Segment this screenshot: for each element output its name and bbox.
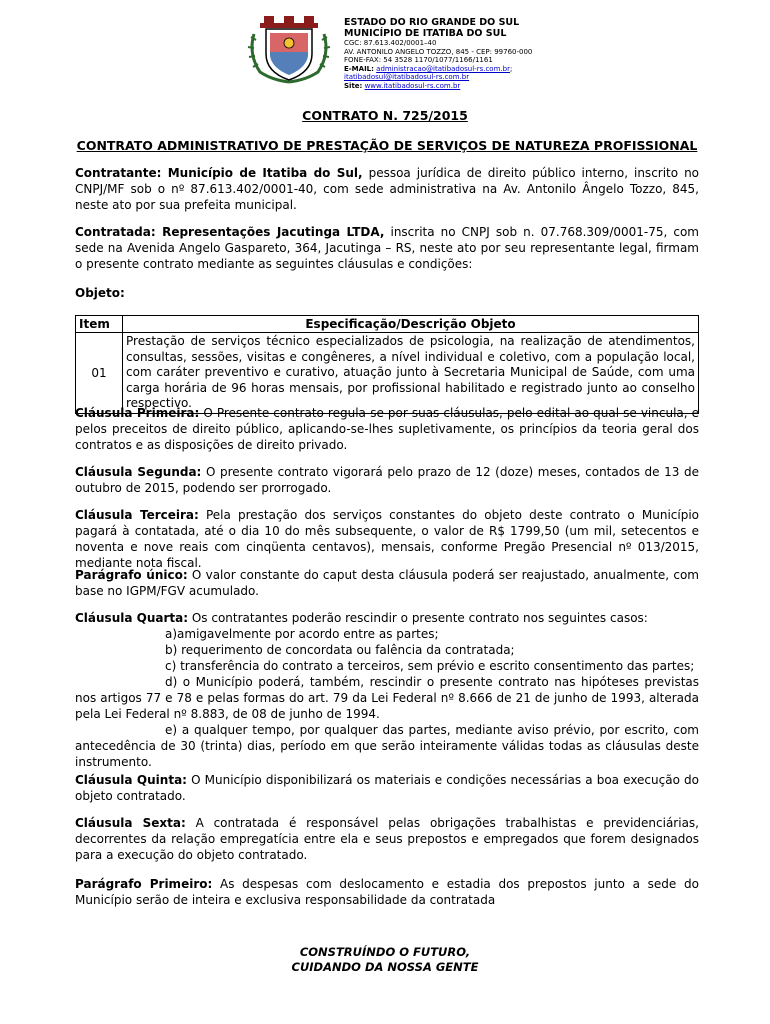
site-link[interactable]: www.itatibadosul-rs.com.br: [364, 81, 461, 90]
clausula-quinta-label: Cláusula Quinta:: [75, 773, 187, 787]
object-table: [75, 315, 699, 414]
clausula-quarta-item-a: a)amigavelmente por acordo entre as partes;: [165, 627, 439, 641]
table-cell-description: Prestação de serviços técnico especializados de psicologia, na realização de atendimentos, consultas, sessões, visitas e congêneres, a nível individual e coletivo, com a população local, com caráter preventivo e curativo, atuação junto à Secretaria Municipal de Saúde, com uma carga horária de 96 horas mensais, por profissional habilitado e registrado junto ao conselho respectivo.: [123, 333, 699, 414]
contratante-paragraph: [75, 165, 699, 213]
contract-number: CONTRATO N. 725/2015: [302, 108, 468, 123]
email-link-2[interactable]: itatibadosul@itatibadosul-rs.com.br: [344, 73, 470, 82]
contratante-label: Contratante: Município de Itatiba do Sul,: [75, 166, 363, 180]
clausula-quinta-text: O Município disponibilizará os materiais e condições necessárias a boa execução do objeto contratado.: [75, 773, 699, 803]
municipal-crest-icon: [246, 14, 332, 84]
email-link-1[interactable]: administracao@itatibadosul-rs.com.br: [376, 64, 510, 73]
paragrafo-unico: [75, 567, 699, 599]
email-separator: ;: [509, 64, 513, 73]
contract-title: CONTRATO ADMINISTRATIVO DE PRESTAÇÃO DE SERVIÇOS DE NATUREZA PROFISSIONAL: [76, 138, 698, 153]
clausula-quarta-text: Os contratantes poderão rescindir o presente contrato nos seguintes casos:: [188, 611, 648, 625]
address-line: AV. ANTONILO ANGELO TOZZO, 845 - CEP: 99760-000: [344, 47, 533, 56]
table-row: [76, 333, 699, 414]
contratante-text: pessoa jurídica de direito público interno, inscrito no CNPJ/MF sob o nº 87.613.402/0001-40, com sede administrativa na Av. Antonilo Ângelo Tozzo, 845, neste ato por sua prefeita municipal.: [75, 166, 700, 212]
footer-slogan: [0, 945, 770, 975]
paragrafo-unico-label: Parágrafo único:: [75, 568, 188, 582]
paragrafo-primeiro-text: As despesas com deslocamento e estadia dos prepostos junto a sede do Município serão de inteira e exclusiva responsabilidade da contratada: [75, 877, 699, 907]
clausula-sexta-label: Cláusula Sexta:: [75, 816, 186, 830]
clausula-sexta: [75, 815, 699, 863]
cgc-line: CGC: 87.613.402/0001–40: [344, 39, 437, 47]
site-line: [344, 82, 704, 91]
objeto-label: [75, 285, 699, 301]
phone-line: FONE-FAX: 54 3528 1170/1077/1166/1161: [344, 56, 493, 65]
clausula-primeira: [75, 405, 699, 453]
clausula-terceira-label: Cláusula Terceira:: [75, 508, 199, 522]
letterhead: [344, 17, 704, 91]
clausula-quarta-item-e: e) a qualquer tempo, por qualquer das partes, mediante aviso prévio, por escrito, com antecedência de 30 (trinta) dias, período em que serão inteiramente válidas todas as cláusulas deste instrumento.: [75, 723, 699, 769]
clausula-terceira: [75, 507, 699, 571]
clausula-segunda: [75, 464, 699, 496]
contratada-text: inscrita no CNPJ sob n. 07.768.309/0001-75, com sede na Avenida Angelo Gaspareto, 364, Jacutinga – RS, neste ato por seu representante legal, firmam o presente contrato mediante as seguintes cláusulas e condições:: [75, 225, 700, 271]
email-line: [344, 65, 704, 74]
municipality-name: MUNICÍPIO DE ITATIBA DO SUL: [344, 28, 507, 39]
clausula-segunda-text: O presente contrato vigorará pelo prazo de 12 (doze) meses, contados de 13 de outubro de 2015, podendo ser prorrogado.: [75, 465, 700, 495]
clausula-quinta: [75, 772, 699, 804]
clausula-terceira-text: Pela prestação dos serviços constantes do objeto deste contrato o Município pagará à contatada, até o dia 10 do mês subsequente, o valor de R$ 1799,50 (um mil, setecentos e noventa e nove reais com cinqüenta centavos), mensais, conforme Pregão Presencial nº 013/2015, mediante nota fiscal.: [75, 508, 699, 570]
footer-line-1: CONSTRUÍNDO O FUTURO,: [299, 945, 471, 959]
table-header-row: [76, 316, 699, 333]
objeto-label-text: Objeto:: [75, 286, 125, 300]
email-label: E-MAIL:: [344, 64, 374, 73]
clausula-quarta: [75, 610, 699, 770]
footer-line-2: CUIDANDO DA NOSSA GENTE: [291, 960, 479, 974]
clausula-segunda-label: Cláusula Segunda:: [75, 465, 202, 479]
clausula-quarta-item-c: c) transferência do contrato a terceiros, sem prévio e escrito consentimento das partes;: [165, 659, 695, 673]
table-header-description: Especificação/Descrição Objeto: [123, 316, 699, 333]
clausula-primeira-text: O Presente contrato regula-se por suas cláusulas, pelo edital ao qual se vincula, e pelos preceitos de direito público, aplicando-se-lhes supletivamente, os princípios da teoria geral dos contratos e as disposições de direito privado.: [75, 406, 700, 452]
clausula-primeira-label: Cláusula Primeira:: [75, 406, 200, 420]
state-name: ESTADO DO RIO GRANDE DO SUL: [344, 17, 520, 28]
clausula-quarta-item-b: b) requerimento de concordata ou falência da contratada;: [165, 643, 515, 657]
clausula-sexta-text: A contratada é responsável pelas obrigações trabalhistas e previdenciárias, decorrentes da relação empregatícia entre ela e seus prepostos e empregados que forem designados para a execução do objeto contratado.: [75, 816, 699, 862]
paragrafo-primeiro: [75, 876, 699, 908]
paragrafo-primeiro-label: Parágrafo Primeiro:: [75, 877, 213, 891]
table-header-item: Item: [76, 316, 123, 333]
clausula-quarta-item-d: d) o Município poderá, também, rescindir o presente contrato nas hipóteses previstas nos artigos 77 e 78 e pelas formas do art. 79 da Lei Federal nº 8.666 de 21 de junho de 1993, alterada pela Lei Federal nº 8.883, de 08 de junho de 1994.: [75, 675, 699, 721]
paragrafo-unico-text: O valor constante do caput desta cláusula poderá ser reajustado, anualmente, com base no IGPM/FGV acumulado.: [75, 568, 699, 598]
clausula-quarta-label: Cláusula Quarta:: [75, 611, 189, 625]
contratada-paragraph: [75, 224, 699, 272]
site-label: Site:: [344, 81, 363, 90]
contratada-label: Contratada: Representações Jacutinga LTDA,: [75, 225, 385, 239]
table-cell-item: 01: [76, 333, 123, 414]
